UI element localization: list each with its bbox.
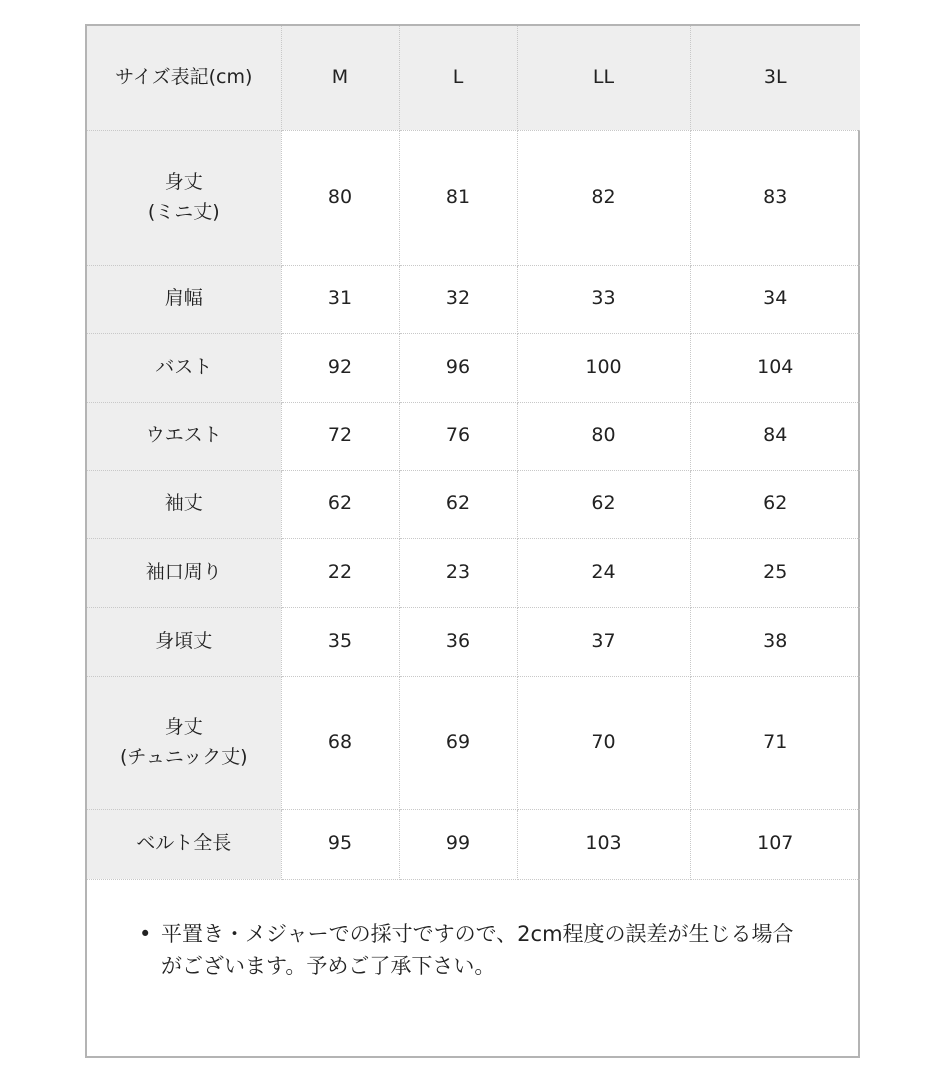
table-cell: 100: [517, 333, 690, 402]
header-cell-l: L: [399, 26, 517, 130]
table-cell: 68: [281, 676, 399, 809]
table-cell: 107: [690, 809, 860, 879]
table-row: [87, 402, 860, 470]
table-cell: 33: [517, 265, 690, 333]
table-cell: 62: [281, 470, 399, 538]
table-cell: 80: [281, 130, 399, 265]
row-label: バスト: [87, 333, 281, 402]
table-cell: 35: [281, 607, 399, 676]
table-cell: 31: [281, 265, 399, 333]
table-cell: 38: [690, 607, 860, 676]
table-row: [87, 470, 860, 538]
table-cell: 62: [399, 470, 517, 538]
table-cell: 37: [517, 607, 690, 676]
note-text: 平置き・メジャーでの採寸ですので、2cm程度の誤差が生じる場合がございます。予めご了承下さい。: [161, 921, 794, 979]
table-row: [87, 607, 860, 676]
row-label: 身頃丈: [87, 607, 281, 676]
table-cell: 24: [517, 538, 690, 607]
table-row: [87, 265, 860, 333]
table-cell: 99: [399, 809, 517, 879]
table-cell: 83: [690, 130, 860, 265]
table-row: [87, 676, 860, 809]
row-label: ベルト全長: [87, 809, 281, 879]
table-header-row: [87, 26, 860, 130]
table-row: [87, 130, 860, 265]
table-cell: 76: [399, 402, 517, 470]
header-cell-size-label: サイズ表記(cm): [87, 26, 281, 130]
row-label: 袖丈: [87, 470, 281, 538]
table-cell: 71: [690, 676, 860, 809]
table-cell: 84: [690, 402, 860, 470]
size-chart-panel: [85, 24, 860, 1058]
table-cell: 62: [517, 470, 690, 538]
row-label: 肩幅: [87, 265, 281, 333]
header-cell-ll: LL: [517, 26, 690, 130]
table-cell: 72: [281, 402, 399, 470]
note-item: [135, 918, 801, 983]
table-cell: 96: [399, 333, 517, 402]
table-cell: 62: [690, 470, 860, 538]
header-cell-m: M: [281, 26, 399, 130]
row-label: 身丈 (チュニック丈): [87, 676, 281, 809]
table-cell: 22: [281, 538, 399, 607]
row-label: 袖口周り: [87, 538, 281, 607]
table-row: [87, 333, 860, 402]
table-cell: 95: [281, 809, 399, 879]
table-cell: 92: [281, 333, 399, 402]
table-cell: 81: [399, 130, 517, 265]
table-cell: 70: [517, 676, 690, 809]
table-cell: 23: [399, 538, 517, 607]
table-cell: 36: [399, 607, 517, 676]
row-label: 身丈 (ミニ丈): [87, 130, 281, 265]
header-cell-3l: 3L: [690, 26, 860, 130]
table-cell: 82: [517, 130, 690, 265]
table-cell: 103: [517, 809, 690, 879]
table-row: [87, 809, 860, 879]
table-cell: 80: [517, 402, 690, 470]
row-label: ウエスト: [87, 402, 281, 470]
table-cell: 34: [690, 265, 860, 333]
table-cell: 69: [399, 676, 517, 809]
table-cell: 25: [690, 538, 860, 607]
table-cell: 104: [690, 333, 860, 402]
table-row: [87, 538, 860, 607]
table-cell: 32: [399, 265, 517, 333]
size-table: [87, 26, 860, 880]
notes-section: [87, 880, 858, 983]
bullet-icon: •: [139, 921, 152, 946]
